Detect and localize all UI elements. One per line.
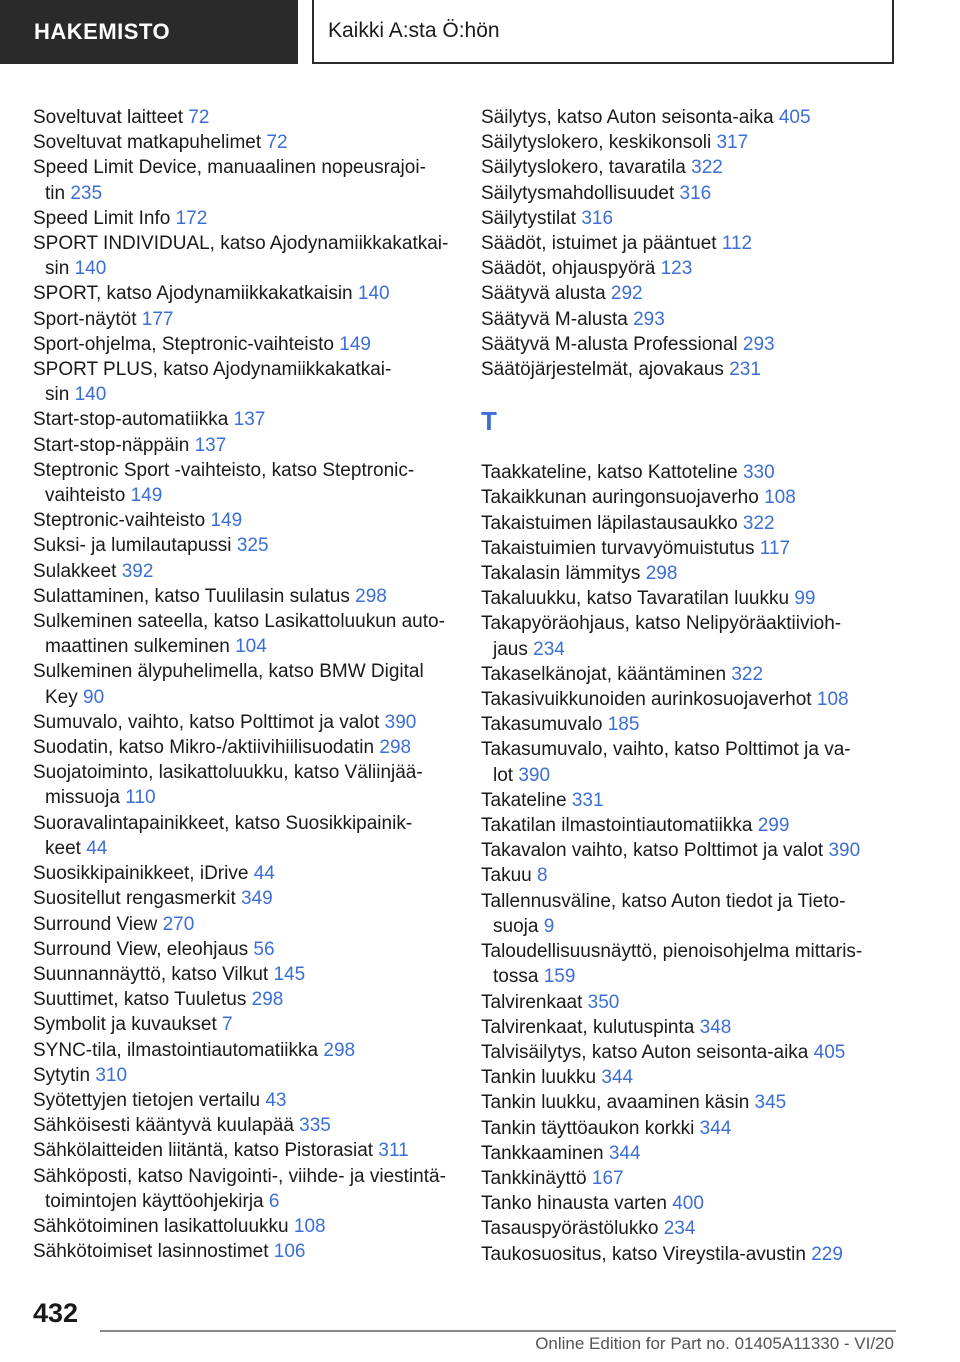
entry-term-continuation bbox=[481, 964, 901, 989]
index-entry bbox=[481, 586, 901, 611]
index-entry bbox=[481, 1166, 901, 1191]
entry-term: Soveltuvat matkapuhelimet bbox=[33, 132, 262, 154]
index-entry bbox=[481, 536, 901, 561]
page-link[interactable]: 123 bbox=[660, 258, 693, 280]
edition-footer: Online Edition for Part no. 01405A11330 - VI/20 bbox=[535, 1334, 894, 1353]
entry-term: Takalasin lämmitys bbox=[481, 563, 641, 585]
entry-term: Säilytys, katso Auton seisonta-aika bbox=[481, 107, 774, 128]
page-link[interactable]: 317 bbox=[716, 132, 749, 154]
page-link[interactable]: 229 bbox=[811, 1243, 843, 1265]
index-entry bbox=[33, 1239, 453, 1264]
index-entry bbox=[33, 332, 453, 357]
index-entry bbox=[481, 737, 901, 787]
page-link[interactable]: 344 bbox=[699, 1117, 732, 1139]
entry-term: Säädöt, ohjauspyörä bbox=[481, 258, 656, 280]
index-entry bbox=[33, 811, 453, 861]
index-entry bbox=[33, 231, 453, 281]
index-entry bbox=[33, 533, 453, 558]
index-entry bbox=[33, 1063, 453, 1088]
page-link[interactable]: 390 bbox=[518, 764, 551, 786]
entry-term: Sulattaminen, katso Tuulilasin sulatus bbox=[33, 585, 350, 607]
entry-term: Säädöt, istuimet ja pääntuet bbox=[481, 233, 717, 255]
entry-term-line2: vaihteisto bbox=[45, 485, 126, 507]
page-link[interactable]: 292 bbox=[610, 283, 643, 305]
index-entry bbox=[481, 231, 901, 256]
entry-term: Takaselkänojat, kääntäminen bbox=[481, 663, 727, 685]
entry-term-line2: tin bbox=[45, 182, 66, 204]
index-entry bbox=[33, 1113, 453, 1138]
entry-term-line2: Key bbox=[45, 686, 78, 708]
entry-term: Takaluukku, katso Tavaratilan luukku bbox=[481, 588, 790, 610]
entry-term: Takateline bbox=[481, 789, 567, 811]
entry-term: Taakkateline, katso Kattoteline bbox=[481, 462, 738, 484]
index-entry bbox=[481, 281, 901, 306]
entry-term: Säilytyslokero, keskikonsoli bbox=[481, 132, 712, 154]
page-link[interactable]: 390 bbox=[384, 711, 417, 733]
index-entry bbox=[33, 1214, 453, 1239]
page-link[interactable]: 405 bbox=[813, 1041, 846, 1063]
entry-term: Säätyvä M-alusta Professional bbox=[481, 333, 738, 355]
index-entry bbox=[481, 1242, 901, 1267]
entry-term: Talvirenkaat bbox=[481, 991, 583, 1013]
entry-term-line2: keet bbox=[45, 837, 81, 859]
page-link[interactable]: 405 bbox=[778, 107, 811, 128]
index-entry bbox=[33, 912, 453, 937]
page-link[interactable]: 298 bbox=[251, 989, 284, 1011]
entry-term-continuation bbox=[33, 785, 453, 810]
index-entry bbox=[481, 485, 901, 510]
index-entry bbox=[481, 332, 901, 357]
page-link[interactable]: 44 bbox=[253, 863, 275, 885]
page-link[interactable]: 110 bbox=[125, 787, 156, 809]
entry-term: Tallennusväline, katso Auton tiedot ja Tieto- bbox=[481, 890, 846, 912]
entry-term-line2: jaus bbox=[493, 638, 528, 660]
section-letter: T bbox=[481, 405, 497, 436]
index-entry bbox=[33, 735, 453, 760]
index-entry bbox=[481, 155, 901, 180]
index-entry bbox=[481, 611, 901, 661]
entry-term: Speed Limit Info bbox=[33, 207, 171, 229]
entry-term: Takavalon vaihto, katso Polttimot ja valot bbox=[481, 840, 824, 862]
page-link[interactable]: 400 bbox=[672, 1193, 704, 1215]
index-entry bbox=[33, 760, 453, 810]
index-column-right bbox=[481, 105, 901, 1267]
entry-term: Suunnannäyttö, katso Vilkut bbox=[33, 963, 269, 985]
entry-term: Suoravalintapainikkeet, katso Suosikkipainik- bbox=[33, 812, 413, 834]
entry-term: Sähkötoiminen lasikattoluukku bbox=[33, 1215, 289, 1237]
page-link[interactable]: 44 bbox=[86, 837, 108, 859]
page-link[interactable]: 149 bbox=[210, 510, 243, 532]
index-entry bbox=[481, 206, 901, 231]
page-link[interactable]: 234 bbox=[533, 638, 565, 660]
index-entry bbox=[33, 433, 453, 458]
entry-term: Sumuvalo, vaihto, katso Polttimot ja valot bbox=[33, 711, 380, 733]
index-entry bbox=[33, 357, 453, 407]
entry-term: Säätöjärjestelmät, ajovakaus bbox=[481, 359, 724, 381]
page-link[interactable]: 72 bbox=[266, 132, 288, 154]
index-entry bbox=[481, 561, 901, 586]
entry-term: Speed Limit Device, manuaalinen nopeusrajoi- bbox=[33, 157, 426, 179]
entry-term: Takasumuvalo bbox=[481, 714, 603, 736]
index-entry bbox=[33, 130, 453, 155]
page-link[interactable]: 99 bbox=[794, 588, 816, 610]
entry-term: Talvirenkaat, kulutuspinta bbox=[481, 1016, 695, 1038]
entry-term-continuation bbox=[33, 1189, 453, 1214]
index-entry bbox=[481, 307, 901, 332]
page-link[interactable]: 140 bbox=[74, 384, 107, 406]
page-link[interactable]: 293 bbox=[742, 333, 775, 355]
page-link[interactable]: 344 bbox=[608, 1142, 641, 1164]
page-link[interactable]: 316 bbox=[581, 207, 614, 229]
index-entry bbox=[33, 987, 453, 1012]
entry-term: SPORT PLUS, katso Ajodynamiikkakatkai- bbox=[33, 359, 392, 381]
page-link[interactable]: 331 bbox=[571, 789, 604, 811]
entry-term: Sulakkeet bbox=[33, 560, 117, 582]
index-entry bbox=[481, 1090, 901, 1115]
entry-term: Säätyvä M-alusta bbox=[481, 308, 628, 330]
page-link[interactable]: 298 bbox=[355, 585, 387, 607]
page-link[interactable]: 270 bbox=[162, 913, 195, 935]
index-entry bbox=[481, 181, 901, 206]
entry-term: Suksi- ja lumilautapussi bbox=[33, 535, 232, 557]
page-link[interactable]: 349 bbox=[241, 888, 273, 910]
index-entry bbox=[481, 1191, 901, 1216]
index-entry bbox=[481, 1065, 901, 1090]
entry-term: Sytytin bbox=[33, 1064, 91, 1086]
entry-term: Symbolit ja kuvaukset bbox=[33, 1014, 217, 1036]
page-link[interactable]: 234 bbox=[663, 1218, 696, 1240]
page-link[interactable]: 345 bbox=[754, 1092, 787, 1114]
page-link[interactable]: 104 bbox=[235, 636, 267, 658]
page-link[interactable]: 140 bbox=[357, 283, 390, 305]
page-link[interactable]: 172 bbox=[175, 207, 208, 229]
page-link[interactable]: 348 bbox=[699, 1016, 732, 1038]
entry-term-continuation bbox=[33, 181, 453, 206]
entry-term: Sähkölaitteiden liitäntä, katso Pistorasiat bbox=[33, 1140, 374, 1162]
page-link[interactable]: 167 bbox=[591, 1167, 624, 1189]
index-entry bbox=[33, 962, 453, 987]
title-tab bbox=[312, 0, 894, 64]
entry-term: Start-stop-automatiikka bbox=[33, 409, 229, 431]
entry-term: Tanko hinausta varten bbox=[481, 1193, 667, 1215]
entry-term: Sport-ohjelma, Steptronic-vaihteisto bbox=[33, 333, 334, 355]
footer-divider bbox=[100, 1330, 896, 1332]
index-entry bbox=[481, 939, 901, 989]
index-entry bbox=[481, 813, 901, 838]
index-entry bbox=[33, 659, 453, 709]
page-link[interactable]: 298 bbox=[645, 563, 678, 585]
index-entry bbox=[481, 1015, 901, 1040]
page-link[interactable]: 6 bbox=[268, 1190, 280, 1212]
page-link[interactable]: 90 bbox=[83, 686, 105, 708]
entry-term-continuation bbox=[33, 382, 453, 407]
page-link[interactable]: 310 bbox=[95, 1064, 128, 1086]
section-tab-label: HAKEMISTO bbox=[34, 19, 171, 44]
page-link[interactable]: 56 bbox=[253, 938, 275, 960]
entry-term: Tankin luukku bbox=[481, 1067, 597, 1089]
title-tab-label: Kaikki A:sta Ö:hön bbox=[328, 19, 500, 42]
entry-term-line2: sin bbox=[45, 258, 70, 280]
index-entry bbox=[481, 990, 901, 1015]
entry-term: Sähköisesti kääntyvä kuulapää bbox=[33, 1115, 294, 1137]
page-link[interactable]: 149 bbox=[130, 485, 163, 507]
entry-term: SYNC-tila, ilmastointiautomatiikka bbox=[33, 1039, 319, 1061]
entry-term-continuation bbox=[33, 836, 453, 861]
index-entry bbox=[481, 788, 901, 813]
index-entry bbox=[33, 1088, 453, 1113]
page-link[interactable]: 330 bbox=[742, 462, 775, 484]
entry-term: Tasauspyörästölukko bbox=[481, 1218, 659, 1240]
page-link[interactable]: 298 bbox=[379, 737, 412, 759]
page-link[interactable]: 350 bbox=[587, 991, 620, 1013]
page-link[interactable]: 177 bbox=[141, 308, 174, 330]
page-link[interactable]: 299 bbox=[757, 815, 790, 837]
index-entry bbox=[481, 1116, 901, 1141]
entry-term: Sähkötoimiset lasinnostimet bbox=[33, 1241, 269, 1263]
index-entry bbox=[481, 1040, 901, 1065]
entry-term-continuation bbox=[33, 483, 453, 508]
entry-term: Tankkaaminen bbox=[481, 1142, 604, 1164]
page-link[interactable]: 43 bbox=[265, 1089, 287, 1111]
index-entry bbox=[33, 1164, 453, 1214]
entry-term-continuation bbox=[481, 763, 901, 788]
entry-term: Takaikkunan auringonsuojaverho bbox=[481, 487, 759, 509]
entry-term: Suodatin, katso Mikro-/aktiivihiilisuodatin bbox=[33, 737, 375, 759]
entry-term: Surround View, eleohjaus bbox=[33, 938, 249, 960]
page-link[interactable]: 322 bbox=[731, 663, 764, 685]
page-link[interactable]: 231 bbox=[729, 359, 761, 381]
entry-term: Säilytysmahdollisuudet bbox=[481, 182, 675, 204]
entry-term-continuation bbox=[33, 634, 453, 659]
index-entry bbox=[33, 886, 453, 911]
index-entry bbox=[481, 1141, 901, 1166]
entry-term-line2: toimintojen käyttöohjekirja bbox=[45, 1190, 264, 1212]
entry-term: Sulkeminen sateella, katso Lasikattoluukun auto- bbox=[33, 611, 445, 633]
entry-term-line2: maattinen sulkeminen bbox=[45, 636, 230, 658]
entry-term: Soveltuvat laitteet bbox=[33, 107, 183, 128]
page-link[interactable]: 108 bbox=[764, 487, 796, 509]
entry-term: Talvisäilytys, katso Auton seisonta-aika bbox=[481, 1041, 809, 1063]
index-entry bbox=[33, 281, 453, 306]
entry-term-continuation bbox=[481, 914, 901, 939]
entry-term: Tankkinäyttö bbox=[481, 1167, 587, 1189]
page-link[interactable]: 140 bbox=[74, 258, 107, 280]
index-entry bbox=[481, 130, 901, 155]
page-link[interactable]: 235 bbox=[70, 182, 103, 204]
index-entry bbox=[481, 357, 901, 382]
index-entry bbox=[33, 155, 453, 205]
entry-term: Taukosuositus, katso Vireystila-avustin bbox=[481, 1243, 806, 1265]
page-number: 432 bbox=[33, 1298, 79, 1328]
page-link[interactable]: 159 bbox=[543, 966, 576, 988]
index-entry bbox=[33, 1038, 453, 1063]
page-link[interactable]: 112 bbox=[721, 233, 753, 255]
page-link[interactable]: 390 bbox=[828, 840, 861, 862]
index-entry bbox=[33, 609, 453, 659]
index-entry bbox=[33, 937, 453, 962]
entry-term-line2: lot bbox=[493, 764, 514, 786]
index-entry bbox=[481, 256, 901, 281]
index-entry bbox=[33, 1138, 453, 1163]
entry-term: Suuttimet, katso Tuuletus bbox=[33, 989, 247, 1011]
entry-term-line2: tossa bbox=[493, 966, 539, 988]
index-entry bbox=[481, 662, 901, 687]
page-link[interactable]: 298 bbox=[323, 1039, 356, 1061]
index-entry bbox=[481, 460, 901, 485]
entry-term: Surround View bbox=[33, 913, 158, 935]
entry-term-continuation bbox=[481, 637, 901, 662]
index-entry bbox=[481, 889, 901, 939]
index-entry bbox=[33, 407, 453, 432]
entry-term-line2: suoja bbox=[493, 915, 539, 937]
entry-term: Start-stop-näppäin bbox=[33, 434, 190, 456]
index-entry bbox=[33, 206, 453, 231]
page-link[interactable]: 72 bbox=[188, 107, 210, 128]
entry-term: Säilytyslokero, tavaratila bbox=[481, 157, 686, 179]
page-link[interactable]: 137 bbox=[233, 409, 266, 431]
entry-term-line2: sin bbox=[45, 384, 70, 406]
page-link[interactable]: 322 bbox=[742, 512, 775, 534]
index-entry bbox=[33, 1012, 453, 1037]
page-link[interactable]: 335 bbox=[299, 1115, 331, 1137]
index-entry bbox=[33, 559, 453, 584]
page-link[interactable]: 149 bbox=[339, 333, 371, 355]
entry-term: Takuu bbox=[481, 865, 532, 887]
entry-term-continuation bbox=[33, 685, 453, 710]
page-link[interactable]: 145 bbox=[273, 963, 306, 985]
entry-term: Steptronic-vaihteisto bbox=[33, 510, 206, 532]
entry-term: Takaistuimien turvavyömuistutus bbox=[481, 537, 755, 559]
entry-term: Taloudellisuusnäyttö, pienoisohjelma mittaris- bbox=[481, 941, 863, 963]
entry-term: Takasumuvalo, vaihto, katso Polttimot ja va- bbox=[481, 739, 851, 761]
entry-term: Tankin luukku, avaaminen käsin bbox=[481, 1092, 750, 1114]
entry-term: SPORT, katso Ajodynamiikkakatkaisin bbox=[33, 283, 353, 305]
index-entry bbox=[481, 687, 901, 712]
page-link[interactable]: 106 bbox=[273, 1241, 306, 1263]
entry-term: SPORT INDIVIDUAL, katso Ajodynamiikkakatkai- bbox=[33, 233, 449, 255]
page-link[interactable]: 9 bbox=[543, 915, 555, 937]
page-link[interactable]: 293 bbox=[633, 308, 665, 330]
index-entry bbox=[481, 712, 901, 737]
entry-term: Sulkeminen älypuhelimella, katso BMW Digital bbox=[33, 661, 424, 683]
entry-term: Sähköposti, katso Navigointi-, viihde- ja viestintä- bbox=[33, 1165, 446, 1187]
index-entry bbox=[33, 508, 453, 533]
entry-term: Syötettyjen tietojen vertailu bbox=[33, 1089, 261, 1111]
page-link[interactable]: 311 bbox=[378, 1140, 409, 1162]
index-column-left bbox=[33, 105, 453, 1264]
entry-term: Takaistuimen läpilastausaukko bbox=[481, 512, 738, 534]
page-link[interactable]: 7 bbox=[222, 1014, 233, 1036]
index-entry bbox=[33, 584, 453, 609]
entry-term: Säätyvä alusta bbox=[481, 283, 606, 305]
index-entry bbox=[481, 863, 901, 888]
entry-term: Tankin täyttöaukon korkki bbox=[481, 1117, 695, 1139]
page-link[interactable]: 185 bbox=[607, 714, 640, 736]
entry-term: Säilytystilat bbox=[481, 207, 577, 229]
entry-term: Sport-näytöt bbox=[33, 308, 137, 330]
index-entry bbox=[33, 105, 453, 130]
page-link[interactable]: 344 bbox=[601, 1067, 634, 1089]
index-entry bbox=[33, 861, 453, 886]
page-link[interactable]: 8 bbox=[536, 865, 548, 887]
entry-term: Suosikkipainikkeet, iDrive bbox=[33, 863, 249, 885]
entry-term: Steptronic Sport -vaihteisto, katso Steptronic- bbox=[33, 459, 415, 481]
entry-term-continuation bbox=[33, 256, 453, 281]
index-entry bbox=[33, 458, 453, 508]
page-link[interactable]: 316 bbox=[679, 182, 712, 204]
page-link[interactable]: 325 bbox=[236, 535, 269, 557]
page-link[interactable]: 392 bbox=[121, 560, 154, 582]
page-link[interactable]: 108 bbox=[816, 689, 849, 711]
index-entry bbox=[33, 710, 453, 735]
entry-term-line2: missuoja bbox=[45, 787, 120, 809]
page-link[interactable]: 137 bbox=[194, 434, 227, 456]
entry-term: Takapyöräohjaus, katso Nelipyöräaktiivioh- bbox=[481, 613, 842, 635]
entry-term: Takatilan ilmastointiautomatiikka bbox=[481, 815, 753, 837]
page-link[interactable]: 322 bbox=[691, 157, 723, 179]
section-tab[interactable] bbox=[0, 0, 298, 64]
entry-term: Suositellut rengasmerkit bbox=[33, 888, 236, 910]
index-entry bbox=[481, 511, 901, 536]
index-entry bbox=[33, 307, 453, 332]
index-entry bbox=[481, 1216, 901, 1241]
index-entry bbox=[481, 105, 901, 130]
entry-term: Suojatoiminto, lasikattoluukku, katso Väliinjää- bbox=[33, 762, 423, 784]
entry-term: Takasivuikkunoiden aurinkosuojaverhot bbox=[481, 689, 812, 711]
index-entry bbox=[481, 838, 901, 863]
page-link[interactable]: 108 bbox=[293, 1215, 326, 1237]
page-link[interactable]: 117 bbox=[759, 537, 791, 559]
